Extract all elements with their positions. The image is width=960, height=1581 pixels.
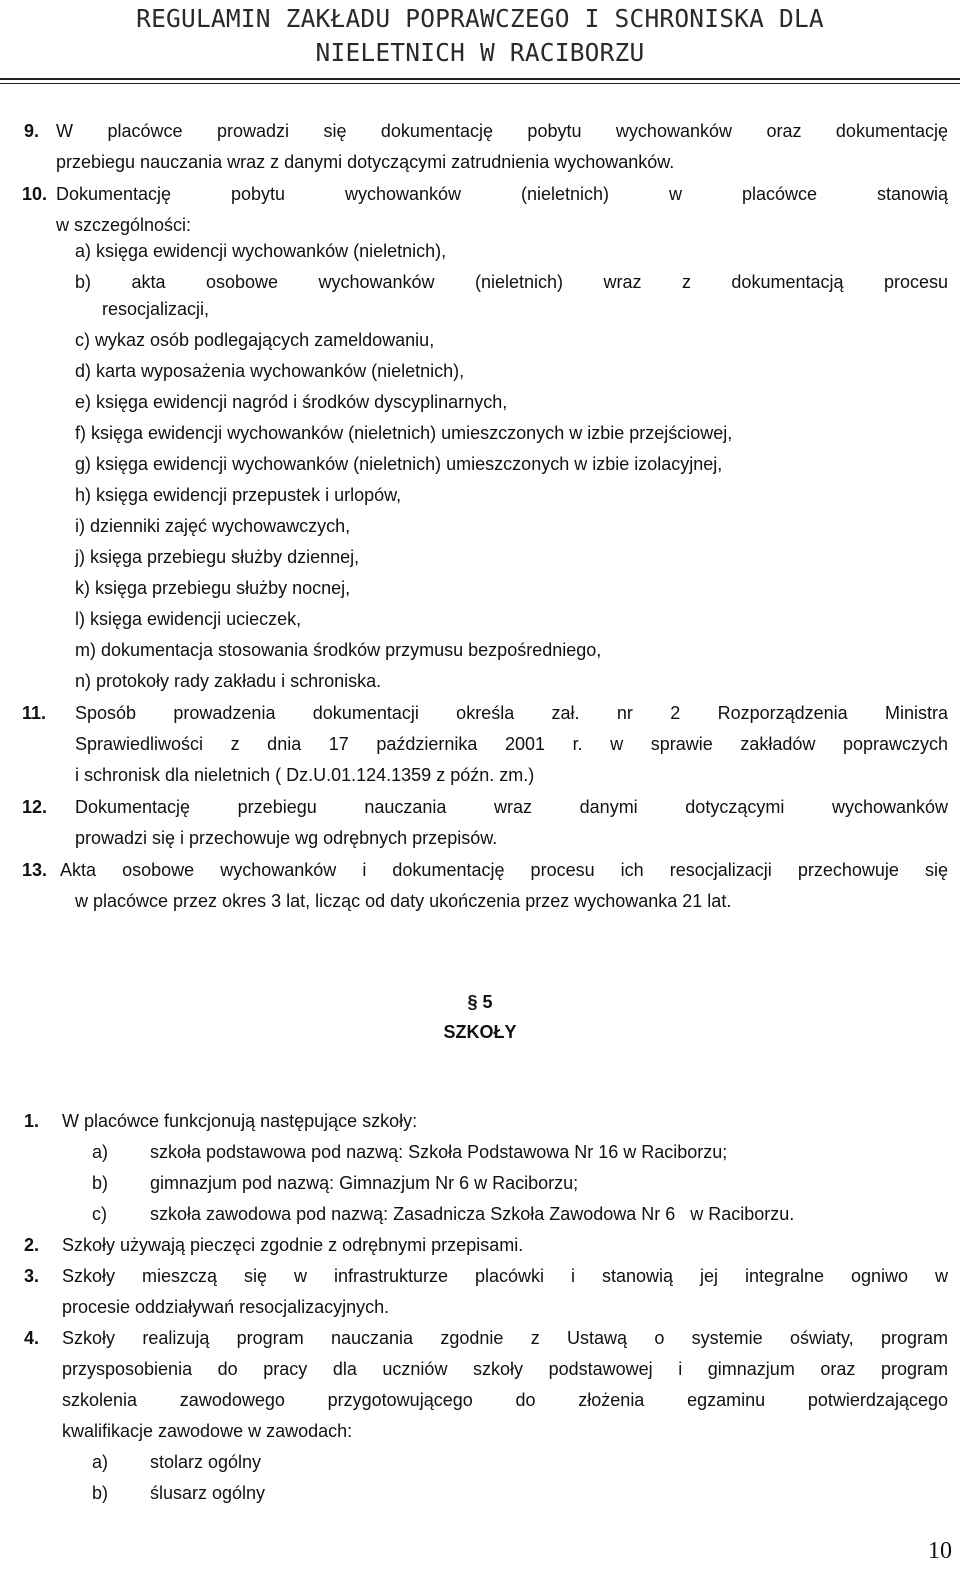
s4-line-1: Szkoły realizują program nauczania zgodnie z Ustawą o systemie oświaty, program <box>62 1328 948 1348</box>
s4-line-4: kwalifikacje zawodowe w zawodach: <box>62 1421 353 1441</box>
p10-line-2: w szczególności: <box>56 215 192 235</box>
p12-number: 12. <box>22 797 48 817</box>
s1-item-a-text: szkoła podstawowa pod nazwą: Szkoła Podstawowa Nr 16 w Raciborzu; <box>150 1142 728 1162</box>
header-rule-thin <box>0 83 960 84</box>
p10-item-b-cont: resocjalizacji, <box>102 299 210 319</box>
p13-line-2: w placówce przez okres 3 lat, licząc od daty ukończenia przez wychowanka 21 lat. <box>75 891 732 911</box>
header-line-2: NIELETNICH W RACIBORZU <box>315 38 645 67</box>
p11-line-2: Sprawiedliwości z dnia 17 października 2001 r. w sprawie zakładów poprawczych <box>75 734 948 754</box>
p10-line-1: Dokumentację pobytu wychowanków (nieletnich) w placówce stanowią <box>56 184 948 204</box>
p9-line-2: przebiegu nauczania wraz z danymi dotyczącymi zatrudnienia wychowanków. <box>56 152 675 172</box>
s1-item-b-label: b) <box>92 1173 109 1193</box>
p10-item-g: g) księga ewidencji wychowanków (nieletnich) umieszczonych w izbie izolacyjnej, <box>75 454 723 474</box>
p11-line-1: Sposób prowadzenia dokumentacji określa zał. nr 2 Rozporządzenia Ministra <box>75 703 948 723</box>
s1-item-c-label: c) <box>92 1204 107 1224</box>
s1-item-a-label: a) <box>92 1142 109 1162</box>
s4-line-3: szkolenia zawodowego przygotowującego do złożenia egzaminu potwierdzającego <box>62 1390 948 1410</box>
p10-item-m: m) dokumentacja stosowania środków przymusu bezpośredniego, <box>75 640 602 660</box>
s1-item-b-text: gimnazjum pod nazwą: Gimnazjum Nr 6 w Raciborzu; <box>150 1173 579 1193</box>
p13-number: 13. <box>22 860 48 880</box>
p10-item-l: l) księga ewidencji ucieczek, <box>75 609 302 629</box>
p12-line-1: Dokumentację przebiegu nauczania wraz danymi dotyczącymi wychowanków <box>75 797 948 817</box>
s3-line-1: Szkoły mieszczą się w infrastrukturze placówki i stanowią jej integralne ogniwo w <box>62 1266 948 1286</box>
p10-item-c: c) wykaz osób podlegających zameldowaniu, <box>75 330 435 350</box>
s2-text: Szkoły używają pieczęci zgodnie z odrębnymi przepisami. <box>62 1235 524 1255</box>
p10-item-k: k) księga przebiegu służby nocnej, <box>75 578 351 598</box>
p10-item-e: e) księga ewidencji nagród i środków dyscyplinarnych, <box>75 392 508 412</box>
p10-item-n: n) protokoły rady zakładu i schroniska. <box>75 671 382 691</box>
s1-text: W placówce funkcjonują następujące szkoły: <box>62 1111 418 1131</box>
header-line-1: REGULAMIN ZAKŁADU POPRAWCZEGO I SCHRONISKA DLA <box>136 4 824 33</box>
p10-item-h: h) księga ewidencji przepustek i urlopów, <box>75 485 402 505</box>
s4-item-a-text: stolarz ogólny <box>150 1452 262 1472</box>
p9-number: 9. <box>24 121 40 141</box>
section-title: SZKOŁY <box>443 1022 517 1042</box>
s4-item-b-text: ślusarz ogólny <box>150 1483 266 1503</box>
p10-item-a: a) księga ewidencji wychowanków (nieletnich), <box>75 241 447 261</box>
p11-line-3: i schronisk dla nieletnich ( Dz.U.01.124.1359 z późn. zm.) <box>75 765 535 785</box>
s3-number: 3. <box>24 1266 40 1286</box>
p13-line-1: Akta osobowe wychowanków i dokumentację procesu ich resocjalizacji przechowuje się <box>60 860 948 880</box>
p12-line-2: prowadzi się i przechowuje wg odrębnych przepisów. <box>75 828 498 848</box>
s2-number: 2. <box>24 1235 40 1255</box>
s3-line-2: procesie oddziaływań resocjalizacyjnych. <box>62 1297 390 1317</box>
p10-item-j: j) księga przebiegu służby dziennej, <box>75 547 360 567</box>
header-rule-thick <box>0 78 960 80</box>
p11-number: 11. <box>22 703 47 723</box>
section-number: § 5 <box>467 992 493 1012</box>
s4-item-b-label: b) <box>92 1483 109 1503</box>
p10-item-d: d) karta wyposażenia wychowanków (nieletnich), <box>75 361 465 381</box>
p10-number: 10. <box>22 184 48 204</box>
p10-item-i: i) dzienniki zajęć wychowawczych, <box>75 516 351 536</box>
p9-line-1: W placówce prowadzi się dokumentację pobytu wychowanków oraz dokumentację <box>56 121 948 141</box>
s4-number: 4. <box>24 1328 40 1348</box>
s4-item-a-label: a) <box>92 1452 109 1472</box>
s1-item-c-text: szkoła zawodowa pod nazwą: Zasadnicza Szkoła Zawodowa Nr 6 w Raciborzu. <box>150 1204 795 1224</box>
s4-line-2: przysposobienia do pracy dla uczniów szkoły podstawowej i gimnazjum oraz program <box>62 1359 948 1379</box>
p10-item-b: b) akta osobowe wychowanków (nieletnich) wraz z dokumentacją procesu <box>75 272 948 292</box>
p10-item-f: f) księga ewidencji wychowanków (nieletnich) umieszczonych w izbie przejściowej, <box>75 423 733 443</box>
page-number: 10 <box>928 1538 952 1564</box>
s1-number: 1. <box>24 1111 40 1131</box>
